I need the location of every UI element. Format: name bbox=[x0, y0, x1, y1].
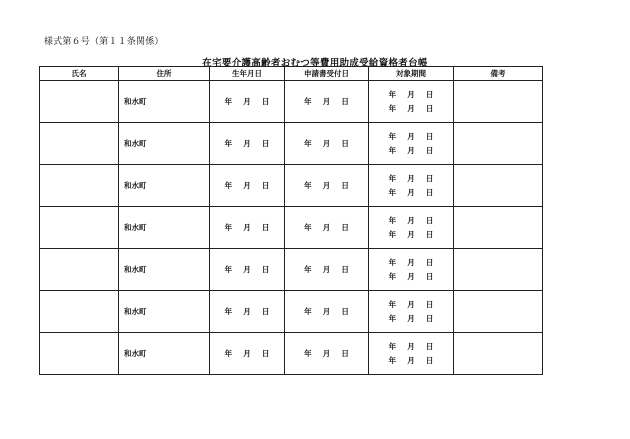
remarks-cell[interactable] bbox=[454, 81, 543, 123]
birthdate-cell[interactable] bbox=[210, 249, 285, 291]
period-end bbox=[369, 144, 453, 158]
day-unit: 日 bbox=[341, 223, 349, 232]
day-unit: 日 bbox=[261, 139, 270, 148]
month-unit: 月 bbox=[407, 145, 415, 155]
month-unit: 月 bbox=[407, 215, 415, 225]
month-unit: 月 bbox=[407, 89, 415, 99]
month-unit: 月 bbox=[243, 349, 251, 358]
day-unit: 日 bbox=[341, 349, 349, 358]
name-cell[interactable] bbox=[40, 207, 119, 249]
year-unit: 年 bbox=[388, 257, 397, 267]
birthdate-cell[interactable] bbox=[210, 165, 285, 207]
day-unit: 日 bbox=[425, 187, 434, 197]
remarks-cell[interactable] bbox=[454, 249, 543, 291]
period-start bbox=[369, 256, 453, 270]
day-unit: 日 bbox=[341, 307, 349, 316]
header-period: 対象期間 bbox=[369, 67, 454, 81]
month-unit: 月 bbox=[407, 341, 415, 351]
header-remarks: 備考 bbox=[454, 67, 543, 81]
year-unit: 年 bbox=[224, 349, 233, 358]
month-unit: 月 bbox=[407, 299, 415, 309]
application-date-cell[interactable] bbox=[285, 249, 369, 291]
day-unit: 日 bbox=[341, 181, 349, 190]
month-unit: 月 bbox=[243, 97, 251, 106]
birthdate-cell[interactable] bbox=[210, 81, 285, 123]
month-unit: 月 bbox=[407, 355, 415, 365]
month-unit: 月 bbox=[322, 349, 331, 358]
day-unit: 日 bbox=[425, 313, 434, 323]
address-cell[interactable]: 和水町 bbox=[119, 249, 210, 291]
period-start bbox=[369, 130, 453, 144]
header-birthdate: 生年月日 bbox=[210, 67, 285, 81]
birthdate-cell[interactable] bbox=[210, 123, 285, 165]
day-unit: 日 bbox=[261, 181, 270, 190]
period-start bbox=[369, 88, 453, 102]
year-unit: 年 bbox=[388, 131, 397, 141]
day-unit: 日 bbox=[425, 215, 434, 225]
address-cell[interactable]: 和水町 bbox=[119, 291, 210, 333]
table-row bbox=[40, 123, 543, 165]
birthdate-cell[interactable] bbox=[210, 207, 285, 249]
month-unit: 月 bbox=[407, 131, 415, 141]
address-cell[interactable]: 和水町 bbox=[119, 123, 210, 165]
birthdate-cell[interactable] bbox=[210, 333, 285, 375]
month-unit: 月 bbox=[322, 265, 331, 274]
application-date-cell[interactable] bbox=[285, 333, 369, 375]
day-unit: 日 bbox=[425, 229, 434, 239]
day-unit: 日 bbox=[261, 97, 270, 106]
name-cell[interactable] bbox=[40, 249, 119, 291]
name-cell[interactable] bbox=[40, 291, 119, 333]
day-unit: 日 bbox=[425, 103, 434, 113]
month-unit: 月 bbox=[407, 173, 415, 183]
period-end bbox=[369, 312, 453, 326]
form-number: 様式第６号（第１１条関係） bbox=[44, 37, 164, 47]
year-unit: 年 bbox=[304, 265, 312, 274]
year-unit: 年 bbox=[224, 223, 233, 232]
year-unit: 年 bbox=[388, 229, 397, 239]
period-cell[interactable] bbox=[369, 123, 454, 165]
period-cell[interactable] bbox=[369, 249, 454, 291]
name-cell[interactable] bbox=[40, 333, 119, 375]
period-start bbox=[369, 340, 453, 354]
month-unit: 月 bbox=[407, 257, 415, 267]
application-date-cell[interactable] bbox=[285, 81, 369, 123]
day-unit: 日 bbox=[261, 307, 270, 316]
address-cell[interactable]: 和水町 bbox=[119, 207, 210, 249]
period-end bbox=[369, 102, 453, 116]
document-title: 在宅要介護高齢者おむつ等費用助成受給資格者台帳 bbox=[202, 58, 428, 69]
day-unit: 日 bbox=[425, 131, 434, 141]
address-cell[interactable]: 和水町 bbox=[119, 165, 210, 207]
day-unit: 日 bbox=[425, 341, 434, 351]
remarks-cell[interactable] bbox=[454, 333, 543, 375]
year-unit: 年 bbox=[388, 145, 397, 155]
year-unit: 年 bbox=[388, 215, 397, 225]
year-unit: 年 bbox=[224, 265, 233, 274]
day-unit: 日 bbox=[425, 355, 434, 365]
table-row bbox=[40, 165, 543, 207]
period-start bbox=[369, 214, 453, 228]
qualification-ledger-table bbox=[39, 66, 543, 375]
day-unit: 日 bbox=[425, 271, 434, 281]
month-unit: 月 bbox=[322, 97, 331, 106]
header-application-date: 申請書受付日 bbox=[285, 67, 369, 81]
day-unit: 日 bbox=[425, 173, 434, 183]
name-cell[interactable] bbox=[40, 81, 119, 123]
table-row bbox=[40, 81, 543, 123]
year-unit: 年 bbox=[388, 341, 397, 351]
day-unit: 日 bbox=[341, 97, 349, 106]
year-unit: 年 bbox=[388, 313, 397, 323]
name-cell[interactable] bbox=[40, 165, 119, 207]
period-cell[interactable] bbox=[369, 207, 454, 249]
application-date-cell[interactable] bbox=[285, 291, 369, 333]
remarks-cell[interactable] bbox=[454, 123, 543, 165]
day-unit: 日 bbox=[261, 265, 270, 274]
header-address: 住所 bbox=[119, 67, 210, 81]
year-unit: 年 bbox=[388, 103, 397, 113]
period-start bbox=[369, 172, 453, 186]
month-unit: 月 bbox=[407, 187, 415, 197]
day-unit: 日 bbox=[425, 257, 434, 267]
birthdate-cell[interactable] bbox=[210, 291, 285, 333]
year-unit: 年 bbox=[224, 181, 233, 190]
day-unit: 日 bbox=[341, 139, 349, 148]
month-unit: 月 bbox=[407, 271, 415, 281]
month-unit: 月 bbox=[243, 265, 251, 274]
period-end bbox=[369, 354, 453, 368]
month-unit: 月 bbox=[322, 181, 331, 190]
month-unit: 月 bbox=[243, 181, 251, 190]
year-unit: 年 bbox=[224, 97, 233, 106]
period-cell[interactable] bbox=[369, 81, 454, 123]
address-cell[interactable]: 和水町 bbox=[119, 333, 210, 375]
period-cell[interactable] bbox=[369, 333, 454, 375]
day-unit: 日 bbox=[341, 265, 349, 274]
month-unit: 月 bbox=[322, 139, 331, 148]
day-unit: 日 bbox=[425, 145, 434, 155]
month-unit: 月 bbox=[407, 313, 415, 323]
year-unit: 年 bbox=[388, 355, 397, 365]
name-cell[interactable] bbox=[40, 123, 119, 165]
year-unit: 年 bbox=[388, 89, 397, 99]
remarks-cell[interactable] bbox=[454, 207, 543, 249]
period-end bbox=[369, 228, 453, 242]
year-unit: 年 bbox=[388, 299, 397, 309]
year-unit: 年 bbox=[224, 307, 233, 316]
year-unit: 年 bbox=[388, 187, 397, 197]
month-unit: 月 bbox=[243, 307, 251, 316]
period-end bbox=[369, 186, 453, 200]
day-unit: 日 bbox=[261, 223, 270, 232]
month-unit: 月 bbox=[322, 223, 331, 232]
table-row bbox=[40, 249, 543, 291]
day-unit: 日 bbox=[261, 349, 270, 358]
year-unit: 年 bbox=[304, 349, 312, 358]
table-row bbox=[40, 207, 543, 249]
year-unit: 年 bbox=[304, 307, 312, 316]
header-row bbox=[40, 67, 543, 81]
application-date-cell[interactable] bbox=[285, 123, 369, 165]
application-date-cell[interactable] bbox=[285, 207, 369, 249]
year-unit: 年 bbox=[304, 223, 312, 232]
month-unit: 月 bbox=[407, 103, 415, 113]
year-unit: 年 bbox=[304, 139, 312, 148]
month-unit: 月 bbox=[322, 307, 331, 316]
day-unit: 日 bbox=[425, 299, 434, 309]
header-name: 氏名 bbox=[40, 67, 119, 81]
period-start bbox=[369, 298, 453, 312]
application-date-cell[interactable] bbox=[285, 165, 369, 207]
table-row bbox=[40, 333, 543, 375]
month-unit: 月 bbox=[243, 223, 251, 232]
period-cell[interactable] bbox=[369, 165, 454, 207]
month-unit: 月 bbox=[243, 139, 251, 148]
remarks-cell[interactable] bbox=[454, 291, 543, 333]
year-unit: 年 bbox=[304, 97, 312, 106]
remarks-cell[interactable] bbox=[454, 165, 543, 207]
address-cell[interactable]: 和水町 bbox=[119, 81, 210, 123]
month-unit: 月 bbox=[407, 229, 415, 239]
period-cell[interactable] bbox=[369, 291, 454, 333]
year-unit: 年 bbox=[388, 271, 397, 281]
year-unit: 年 bbox=[388, 173, 397, 183]
table-row bbox=[40, 291, 543, 333]
year-unit: 年 bbox=[304, 181, 312, 190]
day-unit: 日 bbox=[425, 89, 434, 99]
period-end bbox=[369, 270, 453, 284]
year-unit: 年 bbox=[224, 139, 233, 148]
